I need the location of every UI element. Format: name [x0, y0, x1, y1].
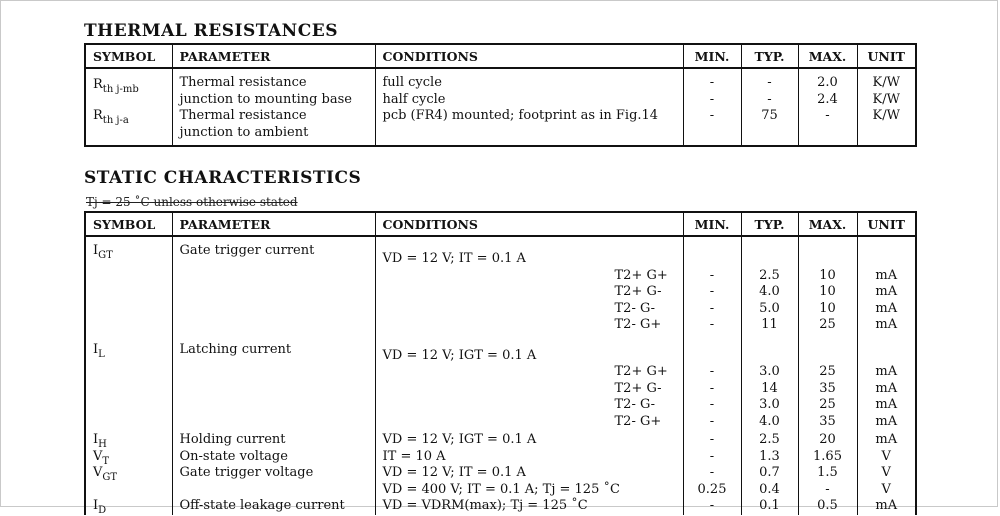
min-value: -	[709, 498, 715, 513]
unit-value: V	[881, 465, 891, 480]
min-value: -	[709, 108, 715, 123]
max-value: 25	[819, 364, 836, 379]
min-value: -	[709, 284, 715, 299]
conditions-cell	[375, 334, 683, 431]
unit-cell	[857, 68, 916, 108]
table-row	[85, 68, 916, 108]
max-value: 10	[819, 300, 836, 316]
symbol-text: $V_T$	[93, 448, 110, 467]
thermal-section-title: THERMAL RESISTANCES	[84, 21, 338, 41]
symbol-cell	[85, 236, 172, 334]
typ-value: 1.3	[759, 448, 780, 464]
typ-value: 4.0	[759, 284, 780, 299]
typ-value: 11	[761, 317, 778, 332]
typ-value: 5.0	[759, 300, 780, 316]
typ-value: 3.0	[759, 397, 780, 412]
col-header-symbol: SYMBOL	[85, 44, 172, 68]
parameter-text: Thermal resistance	[179, 108, 307, 123]
parameter-text: On-state voltage	[179, 448, 288, 464]
col-header-parameter: PARAMETER	[172, 212, 375, 236]
parameter-cell	[172, 68, 375, 108]
quadrant-label: T2+ G+	[614, 364, 668, 379]
max-value: 35	[819, 413, 836, 429]
conditions-cell	[375, 430, 683, 515]
min-cell	[683, 108, 741, 146]
condition-text: pcb (FR4) mounted; footprint as in Fig.14	[382, 108, 659, 123]
col-header-unit: UNIT	[857, 44, 916, 68]
unit-value: mA	[875, 397, 898, 412]
max-value: 1.5	[817, 465, 838, 480]
condition-text: VD = 12 V; IT = 0.1 A	[382, 465, 526, 480]
unit-value: mA	[875, 413, 898, 429]
col-header-max: MAX.	[798, 44, 857, 68]
max-cell	[798, 236, 857, 334]
table-header-row	[85, 44, 916, 68]
parameter-cell	[172, 236, 375, 334]
symbol-cell	[85, 108, 172, 146]
min-value: -	[709, 413, 715, 429]
col-header-parameter: PARAMETER	[172, 44, 375, 68]
condition-text: half cycle	[382, 91, 446, 107]
typ-value: -	[767, 91, 772, 107]
col-header-min: MIN.	[683, 44, 741, 68]
col-header-conditions: CONDITIONS	[375, 44, 683, 68]
static-characteristics-table	[84, 211, 917, 515]
symbol-main: R	[93, 108, 103, 123]
parameter-text: Latching current	[179, 341, 292, 357]
table-row-misc	[85, 430, 916, 515]
unit-value: mA	[875, 432, 898, 447]
min-value: -	[709, 432, 715, 447]
typ-cell	[741, 108, 798, 146]
min-value: -	[709, 300, 715, 316]
parameter-text: junction to ambient	[179, 124, 309, 140]
max-cell	[798, 430, 857, 515]
symbol-cell	[85, 430, 172, 515]
unit-value: V	[881, 481, 891, 497]
typ-value: 0.4	[759, 481, 780, 497]
col-header-symbol: SYMBOL	[85, 212, 172, 236]
col-header-min: MIN.	[683, 212, 741, 236]
max-value: 20	[819, 432, 836, 447]
quadrant-label: T2+ G+	[614, 267, 668, 283]
unit-cell	[857, 236, 916, 334]
max-value: -	[825, 108, 830, 123]
col-header-typ: TYP.	[741, 44, 798, 68]
typ-value: 2.5	[759, 267, 780, 283]
min-value: -	[709, 317, 715, 332]
typ-cell	[741, 334, 798, 431]
max-value: 25	[819, 317, 836, 332]
max-value: 10	[819, 284, 836, 299]
unit-value: K/W	[872, 91, 900, 107]
typ-value: 0.1	[759, 498, 780, 513]
parameter-text: Thermal resistance	[179, 75, 307, 90]
parameter-cell	[172, 334, 375, 431]
parameter-cell	[172, 430, 375, 515]
typ-value: -	[767, 75, 772, 90]
conditions-cell	[375, 108, 683, 146]
condition-text: VD = 12 V; IT = 0.1 A	[382, 251, 526, 266]
symbol-sub: th j-mb	[102, 84, 139, 95]
typ-value: 75	[761, 108, 778, 123]
max-cell	[798, 108, 857, 146]
min-cell	[683, 68, 741, 108]
typ-value: 2.5	[759, 432, 780, 447]
max-value: 2.4	[817, 91, 838, 107]
symbol-cell	[85, 334, 172, 431]
table-header-row	[85, 212, 916, 236]
unit-value: K/W	[872, 108, 900, 123]
max-value: -	[825, 481, 830, 497]
parameter-text: Gate trigger current	[179, 243, 315, 258]
condition-text: full cycle	[382, 75, 442, 90]
col-header-conditions: CONDITIONS	[375, 212, 683, 236]
quadrant-label: T2+ G-	[614, 380, 662, 396]
symbol-text	[93, 482, 172, 499]
unit-value: mA	[875, 364, 898, 379]
symbol-text: $I_D$	[93, 498, 107, 516]
unit-cell	[857, 334, 916, 431]
typ-value: 4.0	[759, 413, 780, 429]
min-value: -	[709, 448, 715, 464]
col-header-typ: TYP.	[741, 212, 798, 236]
col-header-unit: UNIT	[857, 212, 916, 236]
max-value: 25	[819, 397, 836, 412]
condition-text: VD = 12 V; IGT = 0.1 A	[382, 347, 537, 363]
parameter-text: Holding current	[179, 432, 286, 447]
quadrant-label: T2- G-	[614, 397, 655, 412]
typ-value: 14	[761, 380, 778, 396]
condition-text: VD = VDRM(max); Tj = 125 ˚C	[382, 498, 588, 513]
unit-value: mA	[875, 300, 898, 316]
symbol-text: $V_{GT}$	[93, 465, 118, 483]
min-cell	[683, 334, 741, 431]
min-cell	[683, 430, 741, 515]
quadrant-label: T2- G-	[614, 300, 655, 316]
unit-value: mA	[875, 498, 898, 513]
symbol-main: I	[93, 243, 99, 258]
min-value: -	[709, 364, 715, 379]
parameter-text: Gate trigger voltage	[179, 465, 314, 480]
min-value: -	[709, 91, 715, 107]
max-value: 10	[819, 267, 836, 283]
static-section-title: STATIC CHARACTERISTICS	[84, 168, 362, 188]
parameter-text	[180, 482, 375, 499]
min-value: -	[709, 380, 715, 396]
parameter-cell	[172, 108, 375, 146]
min-value: 0.25	[697, 481, 727, 497]
quadrant-label: T2+ G-	[614, 284, 662, 299]
symbol-sub: th j-a	[102, 115, 129, 126]
conditions-cell	[375, 236, 683, 334]
symbol-main: I	[93, 341, 99, 357]
col-header-max: MAX.	[798, 212, 857, 236]
quadrant-label: T2- G+	[614, 317, 662, 332]
condition-text: VD = 12 V; IGT = 0.1 A	[382, 432, 537, 447]
min-value: -	[709, 397, 715, 412]
parameter-text: Off-state leakage current	[179, 498, 345, 513]
symbol-main: R	[93, 77, 103, 92]
max-value: 1.65	[813, 448, 842, 464]
quadrant-label: T2- G+	[614, 413, 662, 429]
unit-cell	[857, 430, 916, 515]
symbol-sub: L	[98, 348, 105, 360]
typ-cell	[741, 236, 798, 334]
unit-cell	[857, 108, 916, 146]
parameter-text: junction to mounting base	[179, 91, 352, 107]
typ-value: 3.0	[759, 364, 780, 379]
unit-value: V	[881, 448, 891, 464]
typ-value: 0.7	[759, 465, 780, 480]
min-value: -	[709, 267, 715, 283]
thermal-resistances-table	[84, 43, 917, 147]
typ-cell	[741, 68, 798, 108]
unit-value: mA	[875, 284, 898, 299]
min-value: -	[709, 465, 715, 480]
max-value: 0.5	[817, 498, 838, 513]
condition-text: VD = 400 V; IT = 0.1 A; Tj = 125 ˚C	[382, 481, 620, 497]
symbol-sub: GT	[98, 250, 113, 261]
table-row-il	[85, 334, 916, 431]
unit-value: mA	[875, 380, 898, 396]
symbol-text: $I_H$	[93, 432, 107, 450]
symbol-cell	[85, 68, 172, 108]
max-value: 2.0	[817, 75, 838, 90]
unit-value: mA	[875, 317, 898, 332]
unit-value: K/W	[872, 75, 900, 90]
max-cell	[798, 334, 857, 431]
conditions-note: Tj = 25 ˚C unless otherwise stated	[86, 195, 298, 209]
table-row	[85, 108, 916, 146]
unit-value: mA	[875, 267, 898, 283]
condition-text: IT = 10 A	[382, 448, 446, 464]
max-cell	[798, 68, 857, 108]
table-row-igt	[85, 236, 916, 334]
max-value: 35	[819, 380, 836, 396]
typ-cell	[741, 430, 798, 515]
min-cell	[683, 236, 741, 334]
conditions-cell	[375, 68, 683, 108]
min-value: -	[709, 75, 715, 90]
